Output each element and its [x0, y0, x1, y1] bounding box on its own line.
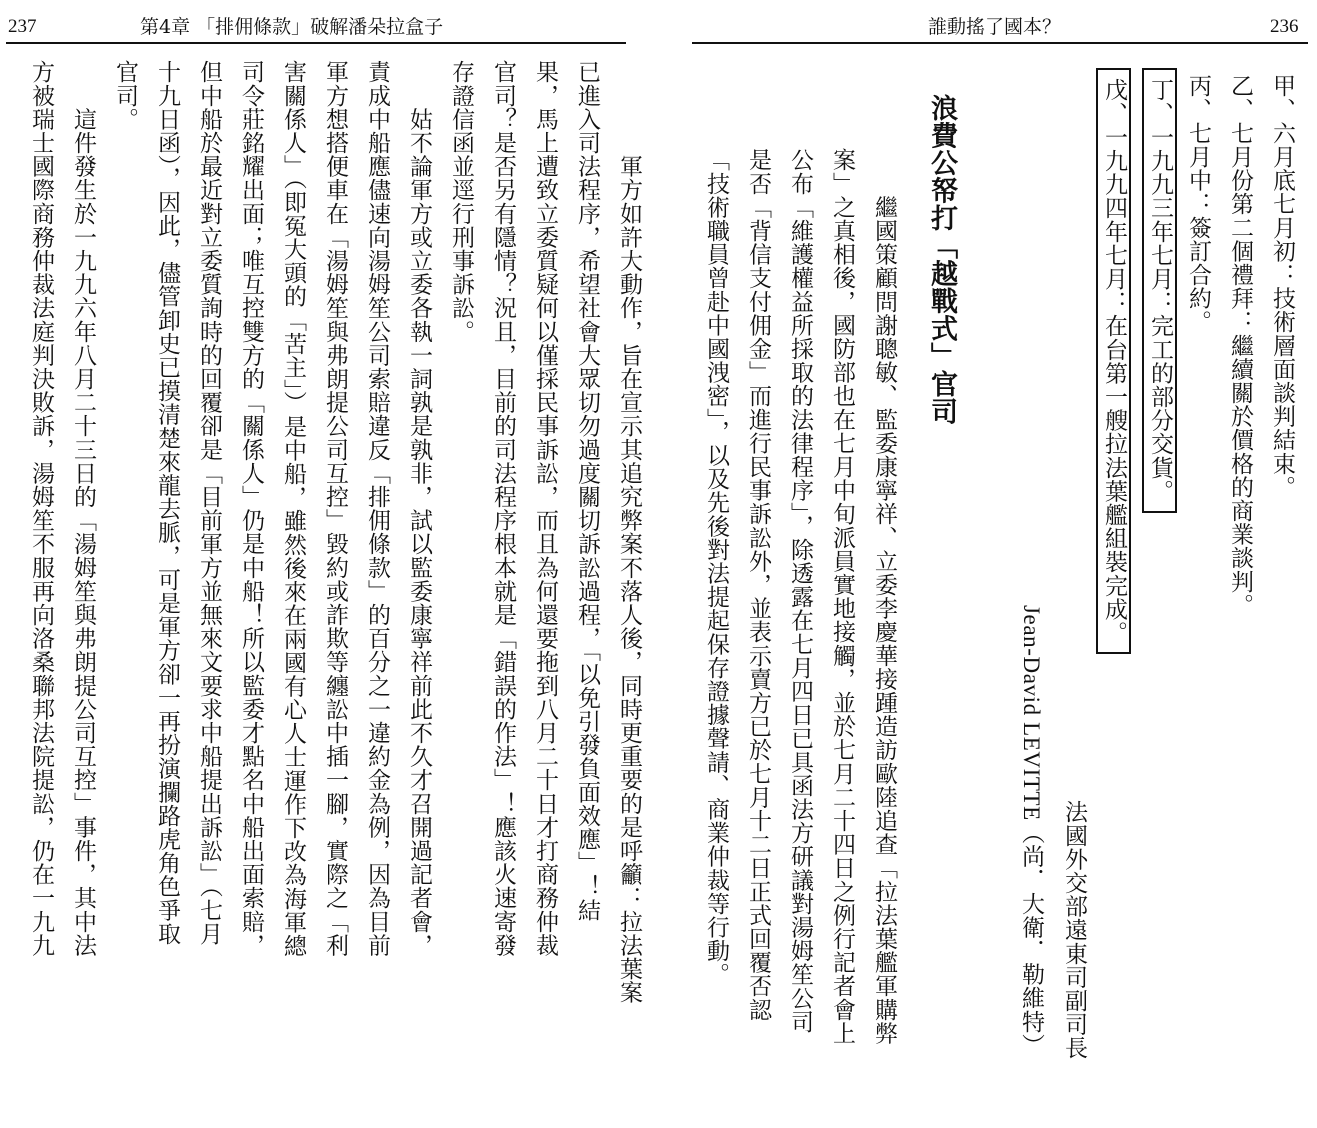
- body-column: 司令莊銘耀出面；唯互控雙方的「關係人」仍是中船！所以監委才點名中船出面索賠，: [238, 60, 264, 957]
- body-column: 官司。: [112, 60, 138, 131]
- body-column: 十九日函），因此，儘管卸史已摸清楚來龍去脈，可是軍方卻一再扮演攔路虎角色爭取: [154, 60, 180, 946]
- timeline-item-boxed: 戊、一九九四年七月：在台第一艘拉法葉艦組裝完成。: [1096, 68, 1131, 654]
- body-column: 害關係人」（即冤大頭的「苦主」）是中船，雖然後來在兩國有心人士運作下改為海軍總: [280, 60, 306, 958]
- left-running-head: 第4章 「排佣條款」破解潘朵拉盒子: [140, 16, 444, 38]
- body-column: 果，馬上遭致立委質疑何以僅採民事訴訟，而且為何還要拖到八月二十日才打商務仲裁: [532, 60, 558, 957]
- body-column: 「技術職員曾赴中國洩密」，以及先後對法提起保存證據聲請、商業仲裁等行動。: [703, 148, 729, 987]
- body-column: 軍方想搭便車在「湯姆笙與弗朗提公司互控」毀約或詐欺等纏訟中插一腳，實際之「利: [322, 60, 348, 957]
- right-body-text: [680, 148, 895, 1128]
- left-header-rule: [6, 42, 626, 44]
- timeline-item: 乙、七月份第二個禮拜：繼續關於價格的商業談判。: [1227, 74, 1253, 617]
- signature-name: Jean-David LEVITTE（尚．大衛．勒維特）: [1019, 605, 1044, 1057]
- right-page: [680, 0, 1317, 1104]
- left-page: [0, 0, 650, 1104]
- right-running-head: 誰動搖了國本？: [928, 16, 1062, 38]
- body-column: 繼國策顧問謝聰敏、監委康寧祥、立委李慶華接踵造訪歐陸追查「拉法葉艦軍購弊: [871, 148, 897, 1045]
- signature-title: 法國外交部遠東司副司長: [1061, 800, 1087, 1060]
- body-column: 軍方如許大動作，旨在宣示其追究弊案不落人後，同時更重要的是呼籲：拉法葉案: [616, 60, 642, 1004]
- body-column: 案」之真相後，國防部也在七月中旬派員實地接觸，並於七月二十四日之例行記者會上: [829, 148, 855, 1045]
- body-column: 是否「背信支付佣金」而進行民事訴訟外，並表示賣方已於七月十二日正式回覆否認: [745, 148, 771, 1022]
- body-column: 這件發生於一九九六年八月二十三日的「湯姆笙與弗朗提公司互控」事件，其中法: [70, 60, 96, 957]
- body-column: 已進入司法程序，希望社會大眾切勿過度關切訴訟過程，「以免引發負面效應」！結: [574, 60, 600, 922]
- body-column: 存證信函並逕行刑事訴訟。: [448, 60, 474, 344]
- right-page-number: 236: [1270, 16, 1299, 37]
- timeline-item-boxed: 丁、一九九三年七月：完工的部分交貨。: [1142, 68, 1177, 513]
- timeline-item: 丙、七月中：簽訂合約。: [1185, 74, 1211, 334]
- body-column: 但中船於最近對立委質詢時的回覆卻是「目前軍方並無來文要求中船提出訴訟」（七月: [196, 60, 222, 946]
- left-body-text: [10, 60, 640, 1090]
- body-column: 官司？是否另有隱情？況且，目前的司法程序根本就是「錯誤的作法」！應該火速寄發: [490, 60, 516, 957]
- section-heading: 浪費公帑打「越戰式」官司: [926, 94, 957, 426]
- right-header-rule: [692, 42, 1308, 44]
- timeline-item: 甲、六月底七月初：技術層面談判結束。: [1269, 74, 1295, 499]
- body-column: 責成中船應儘速向湯姆笙公司索賠違反「排佣條款」的百分之一違約金為例，因為目前: [364, 60, 390, 957]
- body-column: 姑不論軍方或立委各執一詞孰是孰非，試以監委康寧祥前此不久才召開過記者會，: [406, 60, 432, 957]
- body-column: 方被瑞士國際商務仲裁法庭判決敗訴，湯姆笙不服再向洛桑聯邦法院提訟，仍在一九九: [28, 60, 54, 957]
- left-page-number: 237: [8, 16, 37, 37]
- body-column: 公布「維護權益所採取的法律程序」，除透露在七月四日已具函法方研議對湯姆笙公司: [787, 148, 813, 1034]
